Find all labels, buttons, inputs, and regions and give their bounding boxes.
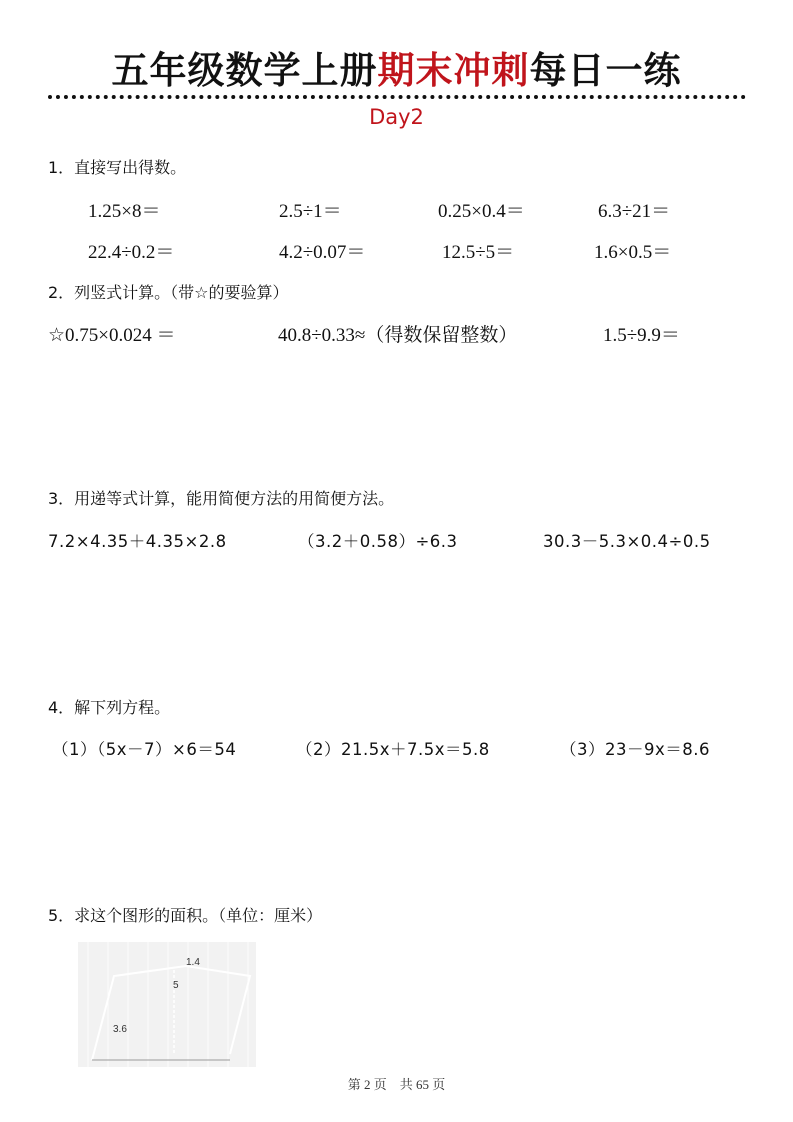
figure-label-top: 1.4 [186, 957, 200, 968]
q3-item: （3.2＋0.58）÷6.3 [298, 532, 458, 551]
q4-item: （3）23－9x＝8.6 [560, 740, 710, 759]
q1-item: 1.25×8＝ [88, 201, 161, 222]
q1-item: 0.25×0.4＝ [438, 201, 525, 222]
trapezoid-figure [78, 942, 256, 1067]
day-label: Day2 [369, 105, 424, 129]
q1-item: 1.6×0.5＝ [594, 242, 672, 263]
q1-item: 2.5÷1＝ [279, 201, 342, 222]
q4-item: （1）（5x－7）×6＝54 [52, 740, 237, 759]
dotted-divider [48, 95, 746, 99]
q2-item: 1.5÷9.9＝ [603, 325, 680, 346]
title-highlight: 期末冲刺 [377, 49, 530, 92]
q5-label: 5．求这个图形的面积。（单位：厘米） [48, 906, 323, 925]
figure-label-height: 5 [173, 980, 179, 991]
q1-item: 4.2÷0.07＝ [279, 242, 366, 263]
q1-item: 12.5÷5＝ [442, 242, 515, 263]
q2-item: ☆0.75×0.024 ＝ [48, 325, 176, 346]
q1-label: 1．直接写出得数。 [48, 158, 187, 177]
q1-item: 6.3÷21＝ [598, 201, 671, 222]
q2-item: 40.8÷0.33≈（得数保留整数） [278, 325, 518, 346]
q3-label: 3．用递等式计算，能用简便方法的用简便方法。 [48, 489, 395, 508]
page-footer: 第 2 页 共 65 页 [347, 1077, 446, 1092]
q3-item: 30.3－5.3×0.4÷0.5 [543, 532, 711, 551]
q3-item: 7.2×4.35＋4.35×2.8 [48, 532, 227, 551]
q4-label: 4．解下列方程。 [48, 698, 171, 717]
q1-item: 22.4÷0.2＝ [88, 242, 175, 263]
figure-label-side: 3.6 [113, 1024, 127, 1035]
title-part-2: 每日一练 [529, 49, 682, 92]
q4-item: （2）21.5x＋7.5x＝5.8 [296, 740, 490, 759]
title-part-1: 五年级数学上册 [111, 49, 378, 92]
page-title [0, 40, 793, 94]
q2-label: 2．列竖式计算。（带☆的要验算） [48, 283, 289, 302]
